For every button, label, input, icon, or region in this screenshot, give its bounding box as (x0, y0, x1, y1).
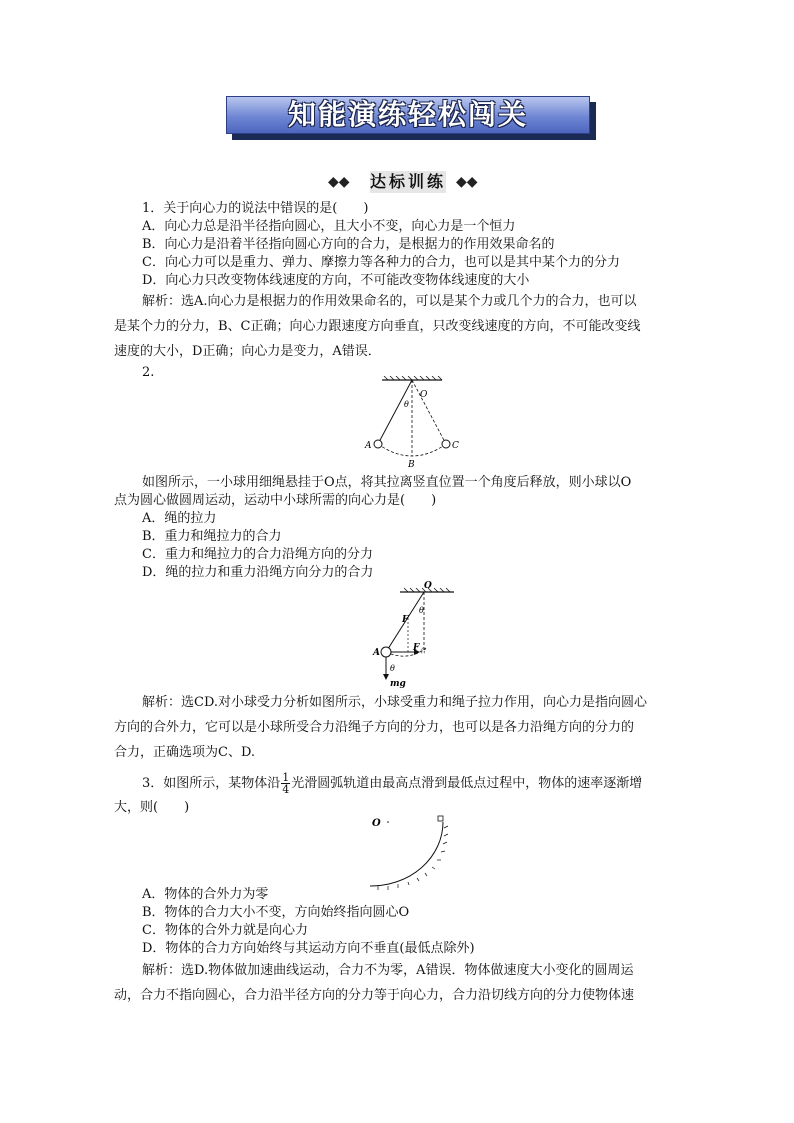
fig3-label-o: O (372, 818, 381, 829)
quarter-arc-figure (360, 812, 460, 892)
fig2-label-f: F (402, 615, 409, 625)
q2-option-c: C．重力和绳拉力的合力沿绳方向的分力 (142, 547, 373, 562)
fig1-label-theta: θ (404, 400, 409, 409)
fig1-label-o: O (420, 390, 428, 400)
q1-analysis-line: 速度的大小，D正确；向心力是变力，A错误． (114, 344, 381, 359)
fig1-label-b: B (408, 460, 415, 468)
q2-analysis-line: 方向的合外力，它可以是小球所受合力沿绳子方向的分力，也可以是各力沿绳方向的分力的 (114, 720, 635, 735)
q1-option-b: B．向心力是沿着半径指向圆心方向的合力，是根据力的作用效果命名的 (142, 237, 555, 252)
fig2-label-theta: θ (419, 606, 424, 615)
pendulum-figure (360, 376, 470, 468)
q2-option-b: B．重力和绳拉力的合力 (142, 529, 282, 544)
fig1-label-a: A (365, 441, 372, 451)
fraction (281, 772, 290, 795)
q3-option-a: A．物体的合外力为零 (142, 887, 269, 902)
q2-analysis-line: 合力，正确选项为C、D. (114, 745, 256, 760)
q3-stem-line: 大，则( ) (114, 800, 190, 815)
fig2-label-o: O (424, 581, 432, 591)
q1-analysis-line: 解析：选A.向心力是根据力的作用效果命名的，可以是某个力或几个力的合力，也可以 (142, 294, 637, 309)
q1-option-d: D．向心力只改变物体线速度的方向，不可能改变物体线速度的大小 (142, 273, 530, 288)
q2-analysis-line: 解析：选CD.对小球受力分析如图所示，小球受重力和绳子拉力作用，向心力是指向圆心 (142, 695, 648, 710)
q1-option-a: A．向心力总是沿半径指向圆心，且大小不变，向心力是一个恒力 (142, 219, 516, 234)
q1-analysis-line: 是某个力的分力，B、C正确；向心力跟速度方向垂直，只改变线速度的方向，不可能改变线 (114, 319, 641, 334)
q3-option-b: B．物体的合力大小不变，方向始终指向圆心O (142, 905, 410, 920)
force-diagram-figure (368, 578, 458, 688)
q2-stem-line: 如图所示，一小球用细绳悬挂于O点，将其拉离竖直位置一个角度后释放，则小球以O (142, 475, 632, 490)
fig2-label-ft: F (413, 643, 420, 653)
section-heading (318, 171, 498, 193)
q1-option-c: C．向心力可以是重力、弹力、摩擦力等各种力的合力，也可以是其中某个力的分力 (142, 255, 620, 270)
q1-stem: 1．关于向心力的说法中错误的是( ) (142, 201, 369, 216)
q3-analysis-line: 动，合力不指向圆心，合力沿半径方向的分力等于向心力，合力沿切线方向的分力使物体速 (114, 988, 635, 1003)
q2-option-a: A．绳的拉力 (142, 511, 217, 526)
q3-stem-line (142, 772, 642, 795)
diamond-left-icon: ◆◆ (328, 174, 350, 190)
q3-stem-before: 3．如图所示，某物体沿 (142, 776, 281, 791)
fig2-label-a: A (373, 648, 380, 658)
diamond-right-icon: ◆◆ (456, 174, 478, 190)
q3-stem-after: 光滑圆弧轨道由最高点滑到最低点过程中，物体的速率逐渐增 (291, 776, 643, 791)
fraction-numerator: 1 (282, 771, 290, 784)
banner-title: 知能演练轻松闯关 (287, 98, 528, 131)
fig1-label-c: C (452, 441, 459, 451)
title-banner (226, 96, 596, 140)
fraction-denominator: 4 (282, 783, 290, 796)
fig2-label-mg: mg (390, 679, 406, 688)
fig2-label-theta2: θ (390, 664, 395, 673)
q2-number: 2. (142, 365, 155, 380)
q3-option-c: C．物体的合外力就是向心力 (142, 923, 308, 938)
fig2-label-ft-sub: 合 (420, 648, 427, 655)
section-label: 达标训练 (370, 172, 447, 191)
q3-analysis-line: 解析：选D.物体做加速曲线运动，合力不为零，A错误．物体做速度大小变化的圆周运 (142, 963, 634, 978)
q3-option-d: D．物体的合力方向始终与其运动方向不垂直(最低点除外) (142, 941, 475, 956)
q2-option-d: D．绳的拉力和重力沿绳方向分力的合力 (142, 565, 374, 580)
q2-stem-line: 点为圆心做圆周运动，运动中小球所需的向心力是( ) (114, 493, 437, 508)
